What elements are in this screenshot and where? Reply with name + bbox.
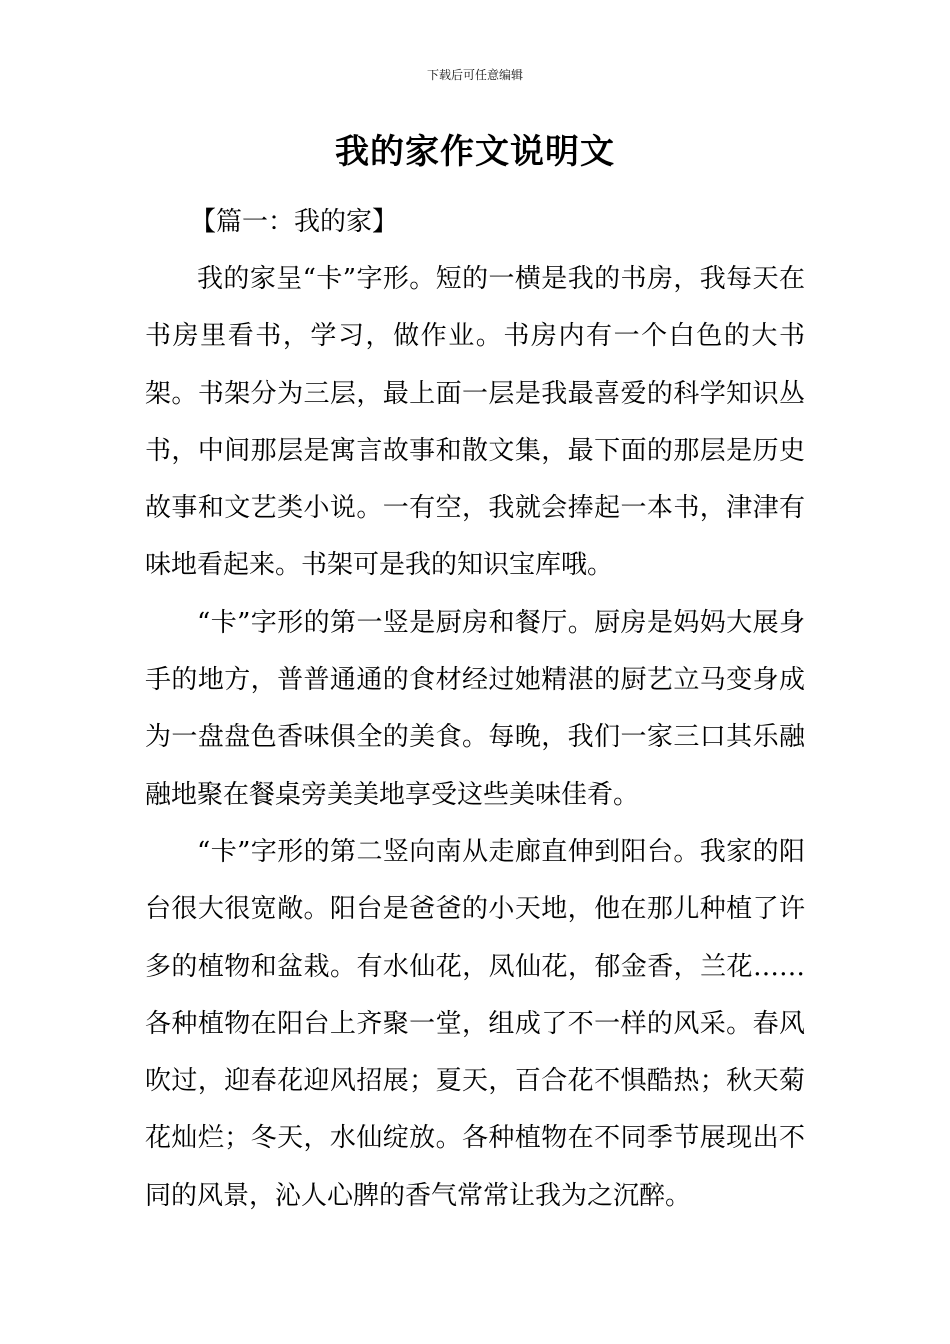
page-header-note: 下载后可任意编辑 <box>426 68 523 82</box>
article-body <box>145 251 805 1225</box>
paragraph-study: 我的家呈“卡”字形。短的一横是我的书房，我每天在书房里看书，学习，做作业。书房内有一个白色的大书架。书架分为三层，最上面一层是我最喜爱的科学知识丛书，中间那层是寓言故事和散文集，最下面的那层是历史故事和文艺类小说。一有空，我就会捧起一本书，津津有味地看起来。书架可是我的知识宝库哦。 <box>145 264 805 581</box>
document-title: 我的家作文说明文 <box>335 132 615 172</box>
section-heading: 【篇一：我的家】 <box>190 207 399 237</box>
paragraph-balcony: “卡”字形的第二竖向南从走廊直伸到阳台。我家的阳台很大很宽敞。阳台是爸爸的小天地，他在那儿种植了许多的植物和盆栽。有水仙花，凤仙花，郁金香，兰花……各种植物在阳台上齐聚一堂，组成了不一样的风采。春风吹过，迎春花迎风招展；夏天，百合花不惧酷热；秋天菊花灿烂；冬天，水仙绽放。各种植物在不同季节展现出不同的风景，沁人心脾的香气常常让我为之沉醉。 <box>145 836 805 1211</box>
paragraph-kitchen: “卡”字形的第一竖是厨房和餐厅。厨房是妈妈大展身手的地方，普普通通的食材经过她精湛的厨艺立马变身成为一盘盘色香味俱全的美食。每晚，我们一家三口其乐融融地聚在餐桌旁美美地享受这些美味佳肴。 <box>145 607 805 810</box>
